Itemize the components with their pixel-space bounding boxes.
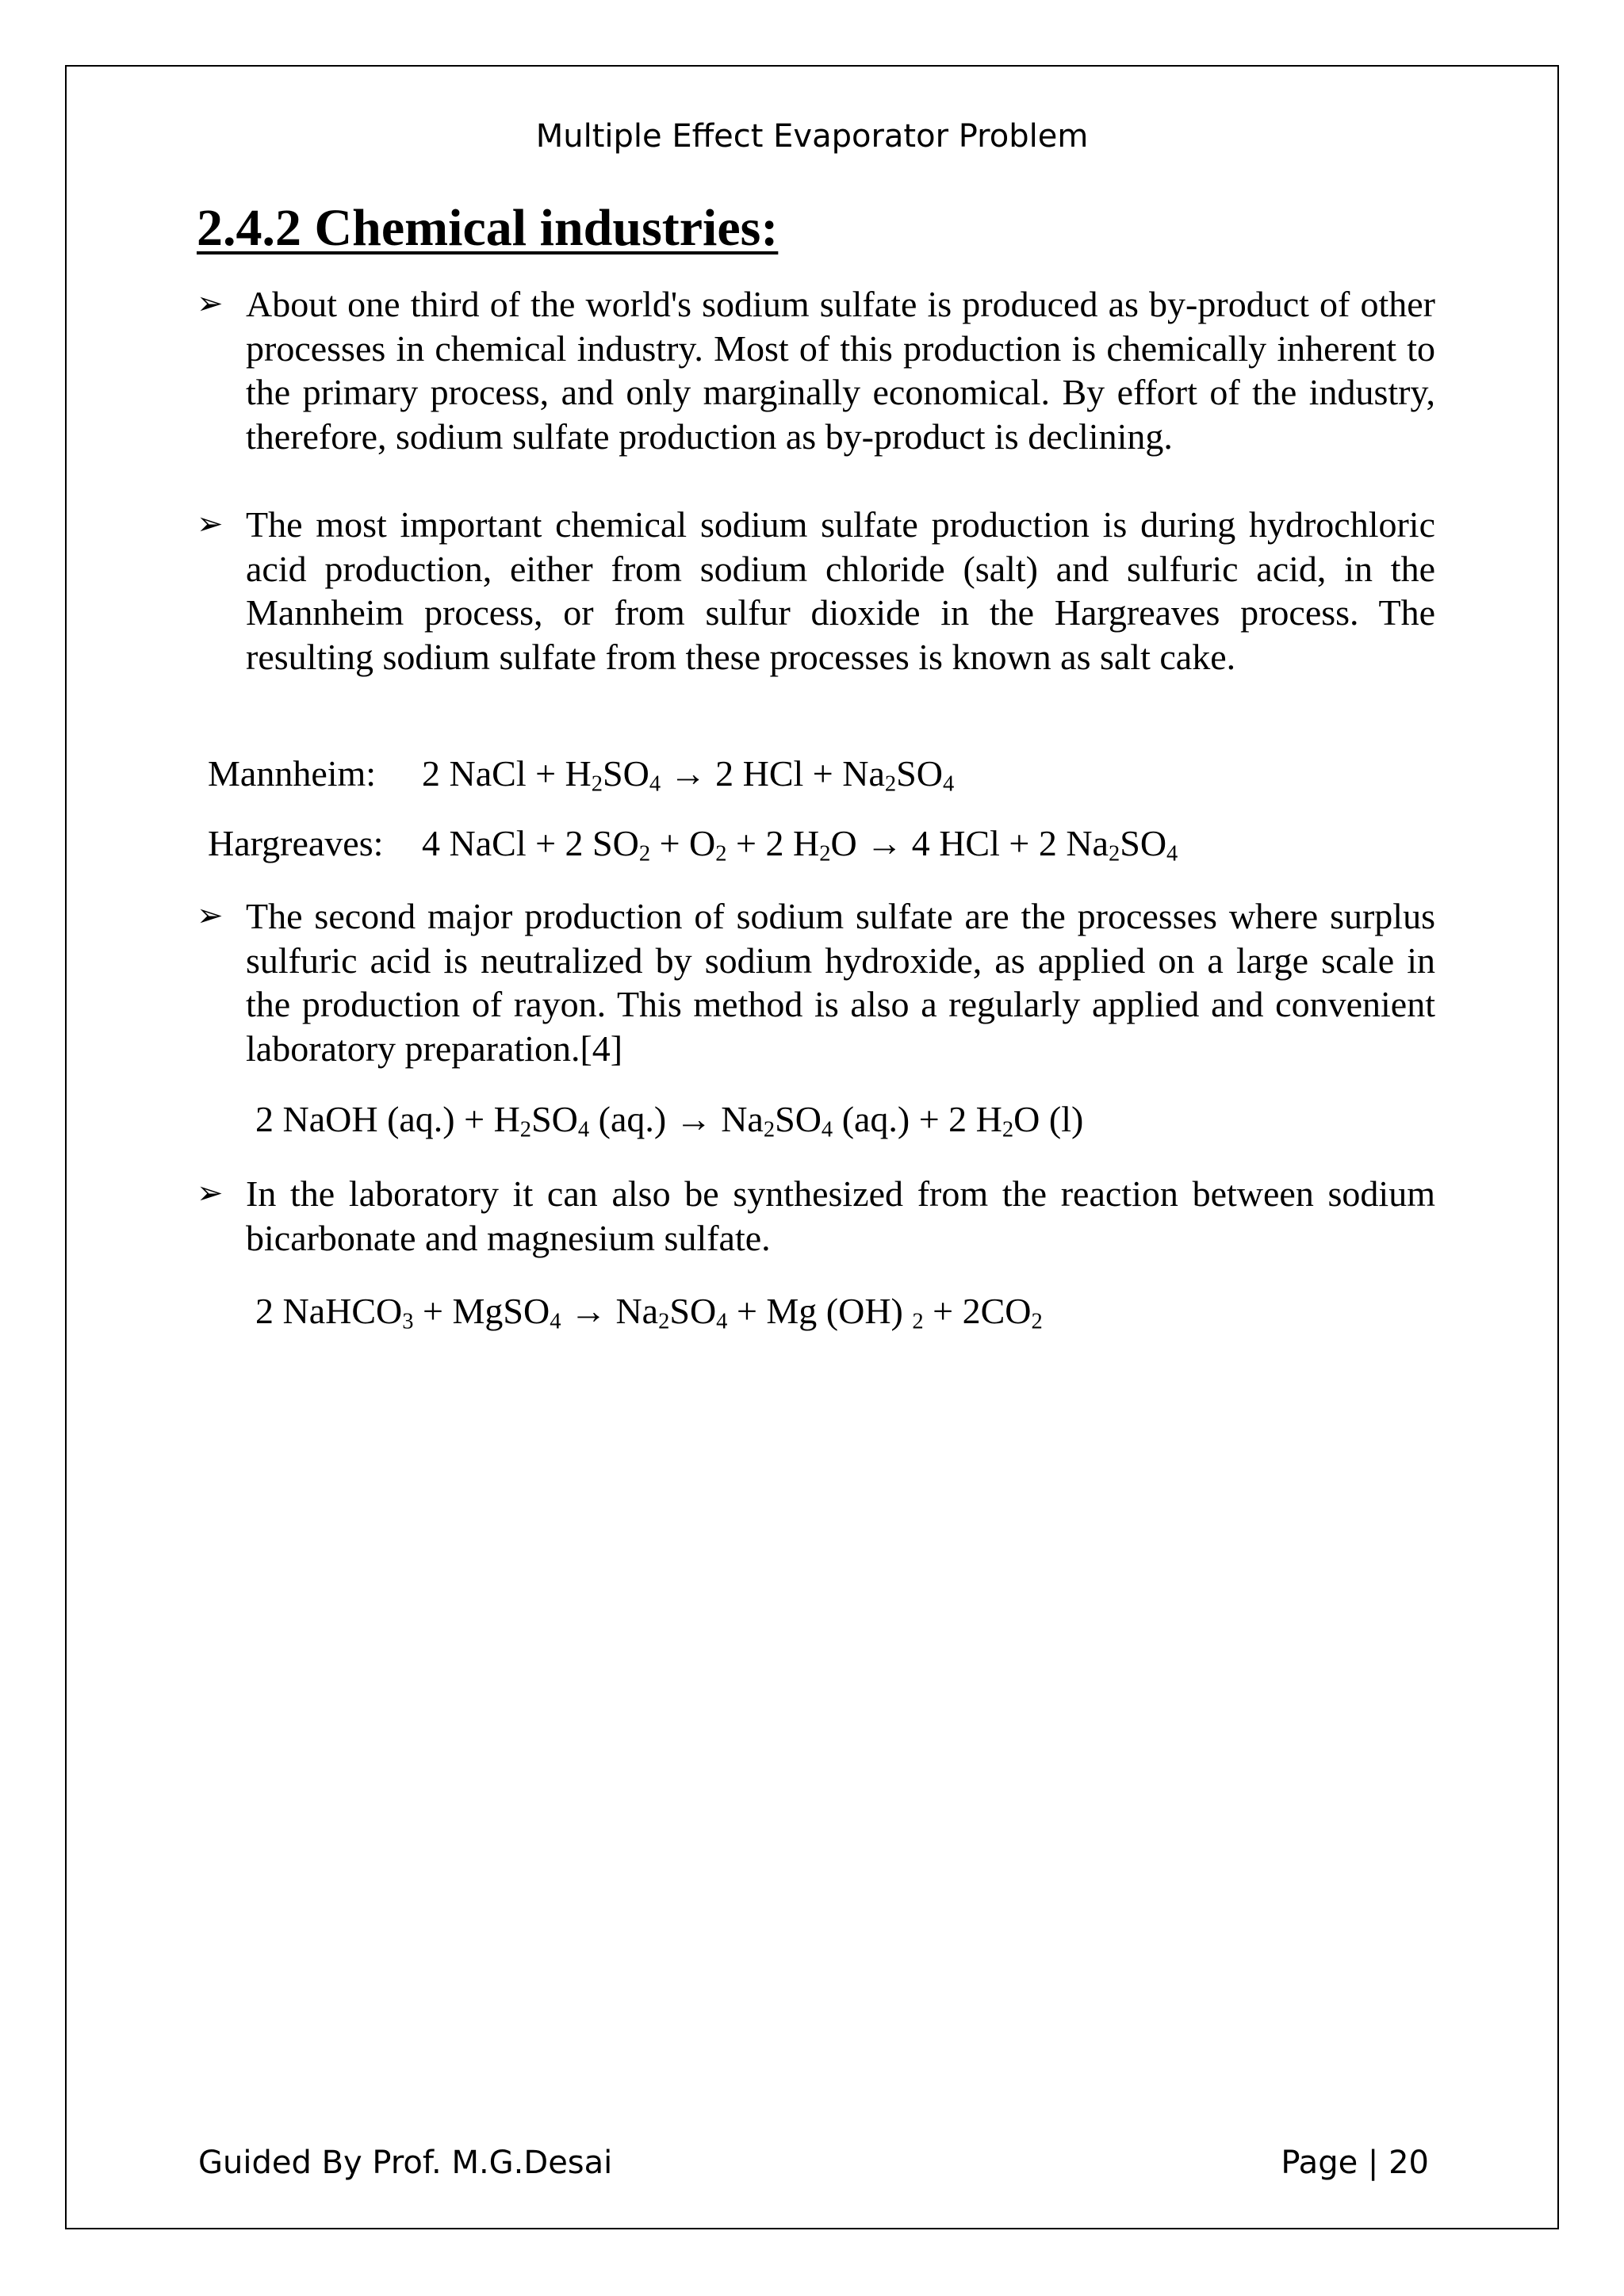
- subscript: 2: [715, 841, 727, 867]
- subscript: 2: [1031, 1309, 1043, 1334]
- formula-text: + 2CO: [923, 1291, 1032, 1331]
- subscript: 2: [1108, 841, 1120, 867]
- equation-mannheim: [208, 752, 954, 796]
- formula-text: + Mg (OH): [727, 1291, 913, 1331]
- formula-text: (aq.) + 2 H: [833, 1099, 1002, 1139]
- subscript: 3: [402, 1309, 414, 1334]
- bullet-text: About one third of the world's sodium sulfate is produced as by-product of other processes in chemical industry. Most of this production is chemically inherent to the primary process, and only marginally economical. By effort of the industry, therefore, sodium sulfate production as by-product is declining.: [246, 284, 1435, 457]
- formula-text: O → 4 HCl + 2 Na: [830, 823, 1109, 863]
- equation-bicarbonate: [255, 1289, 1043, 1334]
- bullet-item-4: [197, 1172, 1435, 1260]
- footer-guide-credit: Guided By Prof. M.G.Desai: [198, 2145, 613, 2181]
- subscript: 4: [821, 1117, 833, 1142]
- subscript: 2: [638, 841, 651, 867]
- arrow-bullet-icon: ➢: [197, 897, 224, 934]
- equation-hargreaves: [208, 821, 1178, 866]
- subscript: 4: [1166, 841, 1178, 867]
- formula-text: + O: [650, 823, 716, 863]
- formula-text: SO: [775, 1099, 822, 1139]
- bullet-item-1: [197, 282, 1435, 458]
- arrow-bullet-icon: ➢: [197, 1175, 224, 1211]
- equation-label: Mannheim:: [208, 753, 377, 794]
- subscript: 4: [942, 771, 955, 797]
- bullet-text: The most important chemical sodium sulfate production is during hydrochloric acid production, either from sodium chloride (salt) and sulfuric acid, in the Mannheim process, or from sulfur dioxide in the Hargreaves process. The resulting sodium sulfate from these processes is known as salt cake.: [246, 504, 1435, 677]
- running-header: Multiple Effect Evaporator Problem: [535, 118, 1089, 155]
- formula-text: → 2 HCl + Na: [661, 753, 885, 794]
- subscript: 4: [716, 1309, 728, 1334]
- formula-text: + MgSO: [413, 1291, 550, 1331]
- subscript: 2: [591, 771, 603, 797]
- formula-text: 2 NaOH (aq.) + H: [255, 1099, 520, 1139]
- formula-text: SO: [1120, 823, 1167, 863]
- formula-text: O (l): [1013, 1099, 1084, 1139]
- formula-text: SO: [603, 753, 649, 794]
- formula-text: (aq.) → Na: [589, 1099, 764, 1139]
- subscript: 2: [884, 771, 897, 797]
- subscript: 2: [658, 1309, 670, 1334]
- bullet-text: In the laboratory it can also be synthesized from the reaction between sodium bicarbonate and magnesium sulfate.: [246, 1173, 1435, 1258]
- subscript: 4: [577, 1117, 590, 1142]
- formula-text: SO: [669, 1291, 717, 1331]
- formula-text: SO: [531, 1099, 578, 1139]
- formula-text: SO: [896, 753, 943, 794]
- arrow-bullet-icon: ➢: [197, 506, 224, 542]
- footer-page-number: Page | 20: [1281, 2145, 1429, 2181]
- bullet-item-2: [197, 503, 1435, 679]
- subscript: 2: [763, 1117, 776, 1142]
- formula-text: 2 NaHCO: [255, 1291, 403, 1331]
- bullet-item-3: [197, 894, 1435, 1070]
- subscript: 2: [1002, 1117, 1014, 1142]
- bullet-text: The second major production of sodium sulfate are the processes where surplus sulfuric acid is neutralized by sodium hydroxide, as applied on a large scale in the production of rayon. This method is also a regularly applied and convenient laboratory preparation.[4]: [246, 896, 1435, 1069]
- formula-text: → Na: [561, 1291, 659, 1331]
- equation-neutralization: [255, 1097, 1083, 1142]
- equation-label: Hargreaves:: [208, 823, 384, 863]
- formula-text: + 2 H: [726, 823, 820, 863]
- subscript: 2: [912, 1309, 924, 1334]
- formula-text: 2 NaCl + H: [422, 753, 592, 794]
- arrow-bullet-icon: ➢: [197, 285, 224, 322]
- formula-text: 4 NaCl + 2 SO: [422, 823, 639, 863]
- section-title: 2.4.2 Chemical industries:: [197, 199, 779, 257]
- subscript: 2: [519, 1117, 532, 1142]
- subscript: 4: [649, 771, 661, 797]
- subscript: 4: [550, 1309, 561, 1334]
- subscript: 2: [819, 841, 831, 867]
